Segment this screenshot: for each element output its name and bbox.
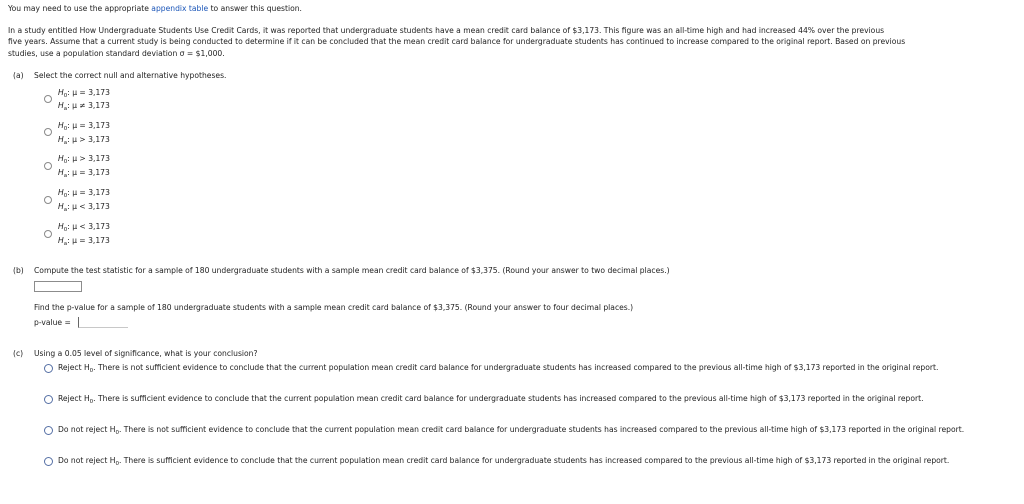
h0-text: : μ = 3,173 xyxy=(67,121,110,130)
ha-subscript: a xyxy=(63,173,68,179)
part-a-prompt: Select the correct null and alternative hypotheses. xyxy=(34,71,227,80)
h0-text: : μ = 3,173 xyxy=(67,88,110,97)
conclusion-lead: Reject H xyxy=(58,394,90,403)
h-symbol: H xyxy=(58,168,64,177)
h0-subscript: 0 xyxy=(63,159,68,165)
ha-subscript: a xyxy=(63,241,68,247)
h0-subscript: 0 xyxy=(63,93,68,99)
instructions-prefix: You may need to use the appropriate xyxy=(8,4,149,13)
conclusion-option-1-radio[interactable] xyxy=(44,364,53,373)
hypothesis-option-2-radio[interactable] xyxy=(44,128,52,136)
hypothesis-option-5-h0 xyxy=(58,221,110,236)
conclusion-option-4-text xyxy=(58,454,1003,471)
h-symbol: H xyxy=(58,101,64,110)
conclusion-rest: . There is sufficient evidence to conclude that the current population mean credit card balance for undergraduate students has increased compared to the previous all-time high of $3,173 reported in the original report. xyxy=(118,456,950,465)
part-b-label: (b) xyxy=(13,266,24,275)
h-symbol: H xyxy=(58,188,64,197)
hypothesis-option-4-radio[interactable] xyxy=(44,196,52,204)
h-symbol: H xyxy=(58,154,64,163)
hypothesis-option-1-radio[interactable] xyxy=(44,95,52,103)
ha-text: : μ ≠ 3,173 xyxy=(67,101,110,110)
conclusion-lead: Do not reject H xyxy=(58,425,116,434)
hypothesis-option-4-ha xyxy=(58,201,110,216)
conclusion-option-4-radio[interactable] xyxy=(44,457,53,466)
h0-subscript: 0 xyxy=(63,126,68,132)
hypothesis-option-3-radio[interactable] xyxy=(44,162,52,170)
h-symbol: H xyxy=(58,135,64,144)
ha-text: : μ > 3,173 xyxy=(67,135,110,144)
intro-line-1: In a study entitled How Undergraduate Students Use Credit Cards, it was reported that undergraduate students have a mean credit card balance of $3,173. This figure was an all-time high and had increased 44% over the previous xyxy=(8,26,885,35)
part-a-label: (a) xyxy=(13,71,24,80)
conclusion-lead: Reject H xyxy=(58,363,90,372)
hypothesis-option-5-radio[interactable] xyxy=(44,230,52,238)
hypothesis-option-4-h0 xyxy=(58,187,110,202)
h0-subscript: 0 xyxy=(115,430,119,436)
ha-text: : μ < 3,173 xyxy=(67,202,110,211)
hypothesis-option-2-h0 xyxy=(58,120,110,135)
h0-subscript: 0 xyxy=(115,461,119,467)
h-symbol: H xyxy=(58,222,64,231)
h0-text: : μ > 3,173 xyxy=(67,154,110,163)
h-symbol: H xyxy=(58,202,64,211)
hypothesis-option-5-ha xyxy=(58,235,110,250)
ha-text: : μ = 3,173 xyxy=(67,168,110,177)
conclusion-rest: . There is not sufficient evidence to conclude that the current population mean credit card balance for undergraduate students has increased compared to the previous all-time high of $3,173 reported in the original report. xyxy=(118,425,965,434)
conclusion-rest: . There is not sufficient evidence to conclude that the current population mean credit card balance for undergraduate students has increased compared to the previous all-time high of $3,173 reported in the original report. xyxy=(93,363,939,372)
ha-subscript: a xyxy=(63,140,68,146)
test-statistic-input[interactable] xyxy=(34,281,82,292)
appendix-table-link[interactable]: appendix table xyxy=(151,4,209,13)
conclusion-option-2-text xyxy=(58,392,1003,409)
h0-text: : μ = 3,173 xyxy=(67,188,110,197)
hypothesis-option-3-h0 xyxy=(58,153,110,168)
h-symbol: H xyxy=(58,236,64,245)
instructions-suffix: to answer this question. xyxy=(210,4,302,13)
pvalue-label: p-value = xyxy=(34,318,71,327)
hypothesis-option-1-ha xyxy=(58,100,110,115)
h-symbol: H xyxy=(58,121,64,130)
conclusion-option-3-text xyxy=(58,423,1003,440)
h0-subscript: 0 xyxy=(63,193,68,199)
part-b-prompt: Compute the test statistic for a sample of 180 undergraduate students with a sample mean credit card balance of $3,375. (Round your answer to two decimal places.) xyxy=(34,266,670,275)
hypothesis-option-3-ha xyxy=(58,167,110,182)
h0-subscript: 0 xyxy=(89,368,94,374)
ha-text: : μ = 3,173 xyxy=(67,236,110,245)
h-symbol: H xyxy=(58,88,64,97)
h0-subscript: 0 xyxy=(89,399,94,405)
part-c-label: (c) xyxy=(13,349,24,358)
conclusion-option-2-radio[interactable] xyxy=(44,395,53,404)
ha-subscript: a xyxy=(63,207,68,213)
h0-text: : μ < 3,173 xyxy=(67,222,110,231)
conclusion-rest: . There is sufficient evidence to conclude that the current population mean credit card balance for undergraduate students has increased compared to the previous all-time high of $3,173 reported in the original report. xyxy=(93,394,924,403)
h0-subscript: 0 xyxy=(63,227,68,233)
part-c-prompt: Using a 0.05 level of significance, what is your conclusion? xyxy=(34,349,258,358)
conclusion-lead: Do not reject H xyxy=(58,456,116,465)
pvalue-input[interactable] xyxy=(78,317,128,328)
conclusion-option-3-radio[interactable] xyxy=(44,426,53,435)
intro-line-2: five years. Assume that a current study is being conducted to determine if it can be concluded that the mean credit card balance for undergraduate students has continued to increase compared to the original report. Based on previous xyxy=(8,37,906,46)
intro-line-3: studies, use a population standard deviation σ = $1,000. xyxy=(8,49,225,58)
hypothesis-option-2-ha xyxy=(58,134,110,149)
pvalue-prompt: Find the p-value for a sample of 180 undergraduate students with a sample mean credit card balance of $3,375. (Round your answer to four decimal places.) xyxy=(34,303,634,312)
conclusion-option-1-text xyxy=(58,361,1003,378)
instructions-line xyxy=(8,4,302,14)
ha-subscript: a xyxy=(63,106,68,112)
